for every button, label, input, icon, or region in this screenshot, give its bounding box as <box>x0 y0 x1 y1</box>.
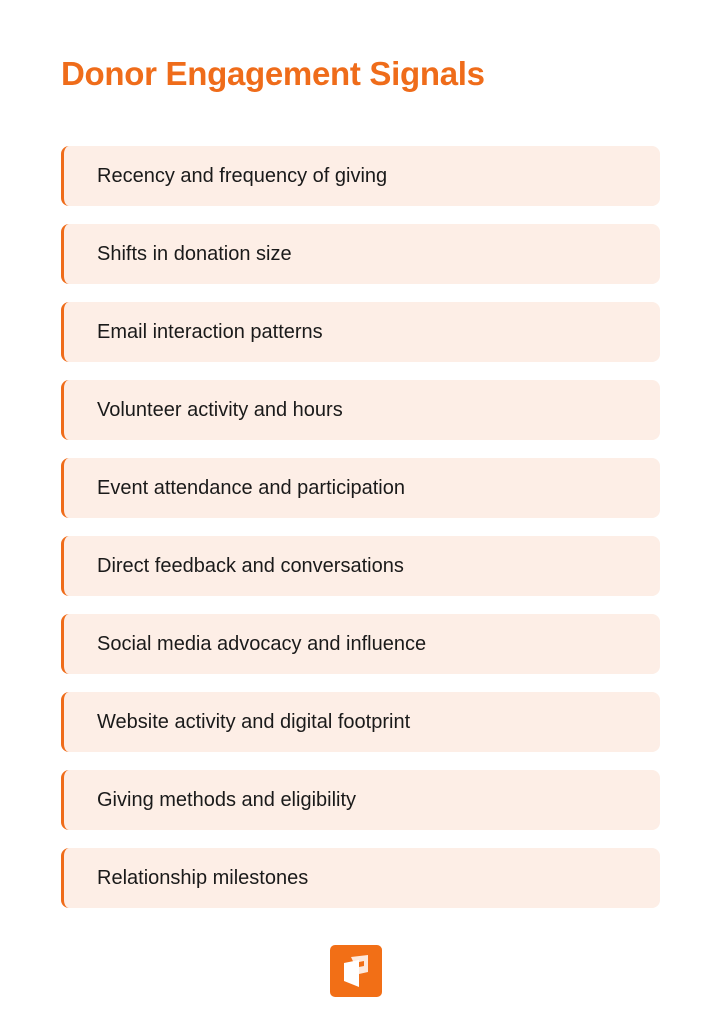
signal-label: Website activity and digital footprint <box>97 711 411 733</box>
signal-card-direct-feedback <box>61 536 660 596</box>
page-title: Donor Engagement Signals <box>61 55 485 92</box>
signal-label: Relationship milestones <box>97 867 309 889</box>
signal-label: Event attendance and participation <box>97 477 405 499</box>
signal-label: Shifts in donation size <box>97 243 292 265</box>
signal-label: Volunteer activity and hours <box>97 399 343 421</box>
signal-card-relationship-milestones <box>61 848 660 908</box>
signal-card-event-attendance <box>61 458 660 518</box>
signal-label: Email interaction patterns <box>97 321 323 343</box>
signal-label: Social media advocacy and influence <box>97 633 427 655</box>
brand-logo <box>330 945 382 997</box>
signal-label: Direct feedback and conversations <box>97 555 404 577</box>
signal-card-email-interaction <box>61 302 660 362</box>
signal-card-social-media <box>61 614 660 674</box>
brand-logo-icon <box>341 954 371 988</box>
signal-card-volunteer-activity <box>61 380 660 440</box>
signal-label: Giving methods and eligibility <box>97 789 357 811</box>
signal-card-giving-methods <box>61 770 660 830</box>
signal-card-website-activity <box>61 692 660 752</box>
signal-label: Recency and frequency of giving <box>97 165 388 187</box>
signal-card-donation-size <box>61 224 660 284</box>
signals-list <box>61 146 660 926</box>
signal-card-recency-frequency <box>61 146 660 206</box>
